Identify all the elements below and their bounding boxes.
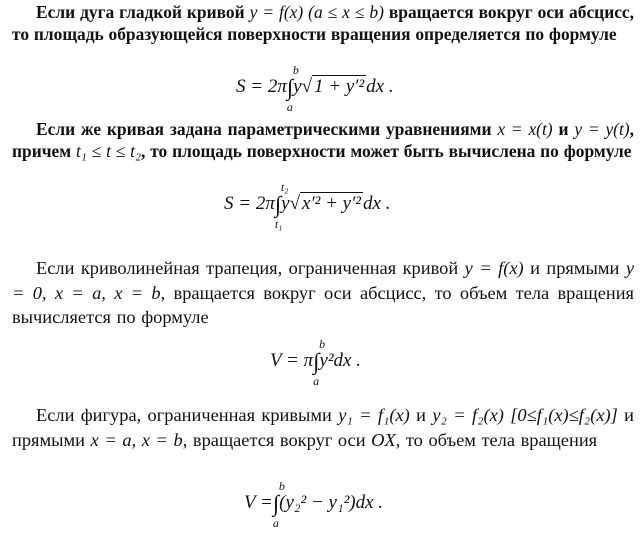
sqrt-icon: √ — [301, 76, 313, 97]
integral-sign — [286, 63, 299, 114]
f3-upper-limit: b — [319, 337, 326, 351]
p3-math-1: y = f(x) — [464, 258, 524, 278]
f1-lower-limit: a — [286, 100, 293, 114]
f3-sign: ∫ — [313, 349, 320, 374]
formula-parametric-surface — [224, 180, 391, 231]
f2-post: dx . — [362, 193, 391, 214]
f1-lhs: S = 2π — [236, 76, 287, 97]
p3-text-2: и прямыми — [530, 258, 620, 278]
sqrt-icon: √ — [289, 193, 301, 214]
p2-text-1: Если же кривая задана параметрическими уравнениями — [36, 119, 492, 139]
p3-text-3: , вращается вокруг оси абсцисс, то объем тела вращения вычисляется по формуле — [12, 282, 634, 327]
f2-pre: y — [281, 193, 290, 214]
formula-volume — [270, 337, 361, 388]
formula-volume-two-curves — [244, 479, 384, 530]
f4-lhs: V = — [244, 492, 273, 513]
f3-lower-limit: a — [313, 374, 320, 388]
f2-upper-limit: t₂ — [280, 180, 289, 194]
p2-text-2: и — [558, 119, 569, 139]
p4-math-5: OX — [371, 429, 396, 450]
paragraph-surface-area — [12, 2, 634, 45]
f4-lower-limit: a — [272, 516, 279, 530]
f1-upper-limit: b — [292, 63, 299, 77]
p2-math-3: t₁ ≤ t ≤ t₂ — [75, 140, 142, 161]
p4-text-3: и прямыми — [12, 405, 634, 450]
f1-sign: ∫ — [286, 75, 294, 100]
p3-text-1: Если криволинейная трапеция, ограниченная кривой — [36, 258, 459, 278]
p4-text-4: , вращается вокруг оси — [182, 429, 366, 450]
f3-lhs: V = π — [270, 350, 314, 371]
p4-math-4: x = a, x = b — [90, 429, 183, 450]
f2-radicand: x′² + y′² — [302, 193, 361, 214]
integral-sign — [274, 180, 289, 231]
paragraph-parametric — [12, 119, 634, 162]
integral-sign — [313, 337, 326, 388]
p2-text-3: , причем — [12, 119, 634, 161]
p1-text-1: Если дуга гладкой кривой — [36, 2, 245, 22]
formula-surface-area — [236, 63, 394, 114]
f4-upper-limit: b — [278, 479, 285, 493]
p4-text-5: , то объем тела вращения — [395, 429, 598, 450]
paragraph-volume — [12, 256, 634, 330]
f2-sign: ∫ — [274, 192, 282, 217]
paragraph-volume-two-curves — [12, 403, 634, 452]
f2-lower-limit: t₁ — [274, 217, 283, 231]
p2-text-4: , то площадь поверхности может быть вычислена по формуле — [141, 140, 632, 161]
p1-math-1: y = f(x) (a ≤ x ≤ b) — [249, 2, 384, 22]
f4-sign: ∫ — [272, 491, 280, 516]
p4-text-1: Если фигура, ограниченная кривыми — [36, 405, 332, 425]
f3-body: y²dx . — [319, 350, 361, 371]
f1-post: dx . — [366, 76, 394, 97]
f2-lhs: S = 2π — [224, 193, 275, 214]
p4-math-2: y₂ = f₂(x) — [432, 405, 504, 425]
p2-math-2: y = y(t) — [574, 119, 630, 139]
f1-radicand: 1 + y′² — [314, 76, 365, 97]
p4-text-2: и — [416, 405, 426, 425]
p1-text-2: вращается вокруг оси абсцисс, то площадь образующейся поверхности вращения определяется по формуле — [12, 2, 634, 44]
p4-math-1: y₁ = f₁(x) — [338, 405, 410, 425]
p4-math-3: [0≤f₁(x)≤f₂(x)] — [510, 405, 618, 425]
f4-body: (y₂² − y₁²)dx . — [279, 492, 384, 513]
p3-math-2: y = 0, x = a, x = b — [12, 258, 634, 303]
f1-pre: y — [293, 76, 302, 97]
p2-math-1: x = x(t) — [497, 119, 553, 139]
integral-sign — [272, 479, 285, 530]
